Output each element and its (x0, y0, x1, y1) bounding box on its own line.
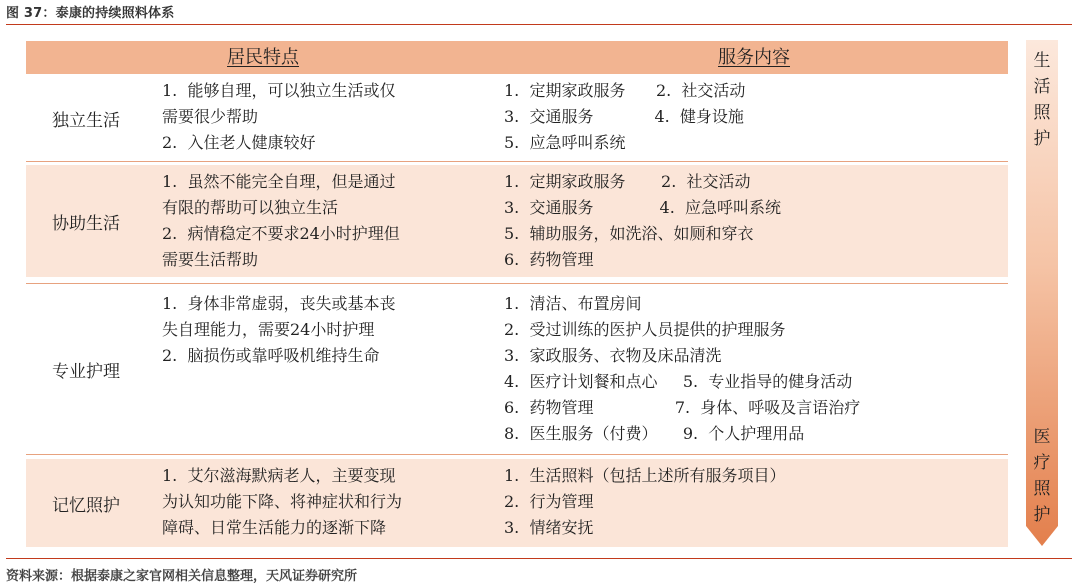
row-separator (26, 283, 1008, 284)
side-label-medical-care (1026, 424, 1058, 528)
characteristics-line: 有限的帮助可以独立生活 (162, 198, 339, 217)
row-name: 协助生活 (52, 213, 120, 234)
service-line: 3. 交通服务 4. 应急呼叫系统 (504, 198, 781, 217)
side-char: 医 (1033, 427, 1051, 447)
source-note: 资料来源：根据泰康之家官网相关信息整理，天风证券研究所 (6, 569, 358, 584)
characteristics-line: 2. 脑损伤或靠呼吸机维持生命 (162, 346, 380, 365)
side-char: 照 (1033, 103, 1051, 123)
row-separator (26, 161, 1008, 162)
service-line: 5. 辅助服务，如洗浴、如厕和穿衣 (504, 224, 754, 243)
table-row-independent (26, 78, 1008, 158)
characteristics-line: 2. 入住老人健康较好 (162, 133, 316, 152)
side-label-life-care (1026, 48, 1058, 152)
characteristics-line: 1. 身体非常虚弱，丧失或基本丧 (162, 294, 396, 313)
service-line: 2. 受过训练的医护人员提供的护理服务 (504, 320, 786, 339)
side-char: 护 (1033, 505, 1051, 525)
side-char: 照 (1033, 479, 1051, 499)
service-line: 1. 清洁、布置房间 (504, 294, 642, 313)
bottom-rule (6, 558, 1072, 559)
side-char: 活 (1033, 77, 1051, 97)
service-line: 3. 情绪安抚 (504, 518, 594, 537)
table-row-assisted (26, 165, 1008, 277)
row-separator (26, 454, 1008, 455)
service-line: 2. 行为管理 (504, 492, 594, 511)
service-line: 1. 生活照料（包括上述所有服务项目） (504, 466, 786, 485)
service-line: 3. 交通服务 4. 健身设施 (504, 107, 744, 126)
service-line: 8. 医生服务（付费） 9. 个人护理用品 (504, 424, 805, 443)
side-char: 疗 (1033, 453, 1051, 473)
characteristics-line: 需要生活帮助 (162, 250, 259, 269)
side-char: 护 (1033, 129, 1051, 149)
service-line: 4. 医疗计划餐和点心 5. 专业指导的健身活动 (504, 372, 853, 391)
characteristics-line: 1. 艾尔滋海默病老人，主要变现 (162, 466, 396, 485)
characteristics-line: 1. 虽然不能完全自理，但是通过 (162, 172, 396, 191)
row-name: 记忆照护 (52, 495, 120, 516)
figure-title: 图 37：泰康的持续照料体系 (6, 6, 175, 21)
header-services: 服务内容 (718, 47, 790, 68)
top-rule (6, 24, 1072, 25)
header-characteristics: 居民特点 (227, 47, 299, 68)
characteristics-line: 障碍、日常生活能力的逐渐下降 (162, 518, 387, 537)
row-name: 专业护理 (52, 361, 120, 382)
service-line: 1. 定期家政服务 2. 社交活动 (504, 172, 751, 191)
characteristics-line: 2. 病情稳定不要求24小时护理但 (162, 224, 400, 243)
service-line: 3. 家政服务、衣物及床品清洗 (504, 346, 722, 365)
characteristics-line: 需要很少帮助 (162, 107, 259, 126)
row-name: 独立生活 (52, 110, 120, 131)
characteristics-line: 失自理能力，需要24小时护理 (162, 320, 375, 339)
service-line: 1. 定期家政服务 2. 社交活动 (504, 81, 746, 100)
side-char: 生 (1033, 51, 1051, 71)
characteristics-line: 为认知功能下降、将神症状和行为 (162, 492, 403, 511)
service-line: 5. 应急呼叫系统 (504, 133, 626, 152)
characteristics-line: 1. 能够自理，可以独立生活或仅 (162, 81, 396, 100)
table-row-memory-care (26, 459, 1008, 547)
table-header (26, 41, 1008, 74)
service-line: 6. 药物管理 (504, 250, 594, 269)
table-row-skilled-nursing (26, 289, 1008, 449)
service-line: 6. 药物管理 7. 身体、呼吸及言语治疗 (504, 398, 861, 417)
